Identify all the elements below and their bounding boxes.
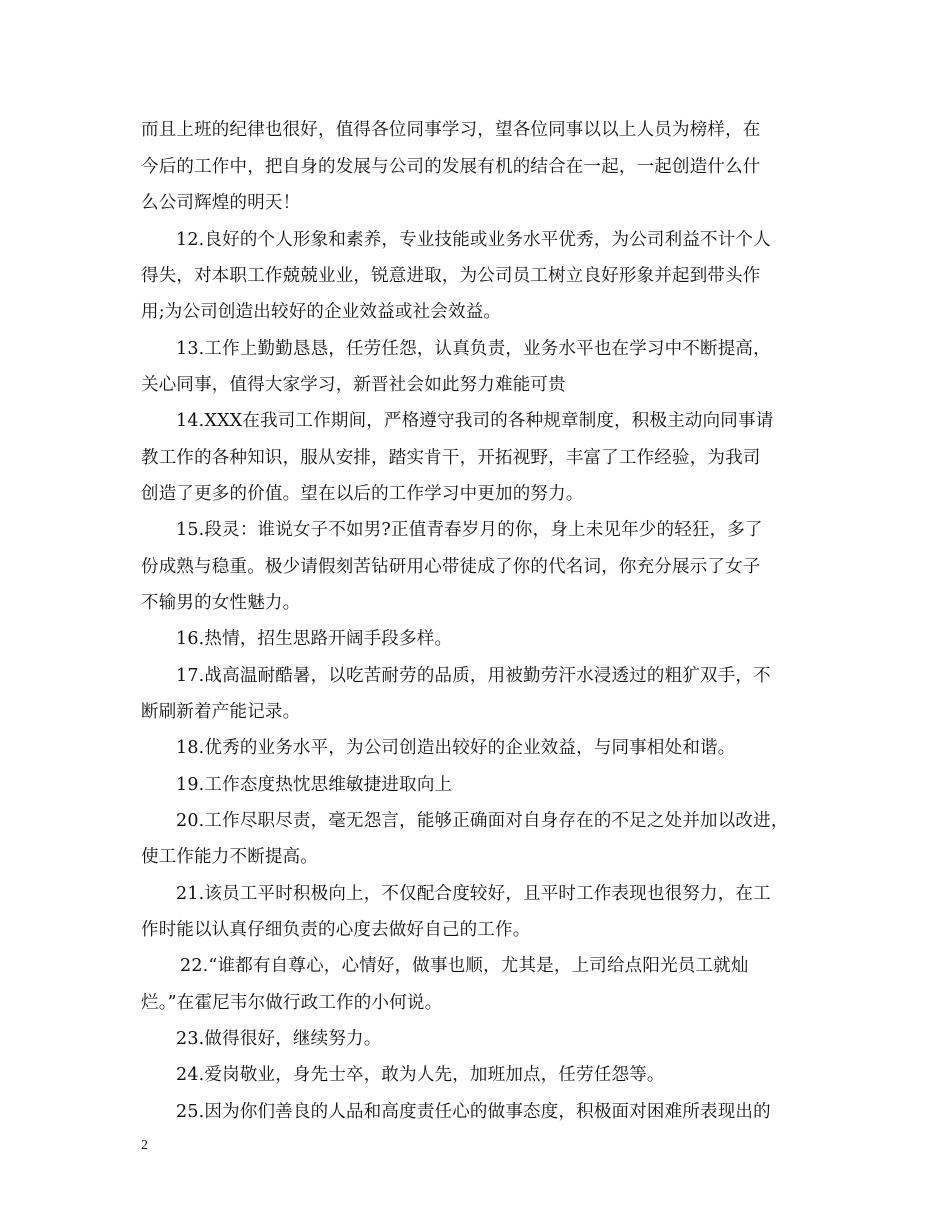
list-item-22: 22.“谁都有自尊心，心情好，做事也顺，尤其是，上司给点阳光员工就灿 <box>180 956 749 976</box>
list-item-18: 18.优秀的业务水平，为公司创造出较好的企业效益，与同事相处和谐。 <box>176 738 736 758</box>
list-item-20: 20.工作尽职尽责，毫无怨言，能够正确面对自身存在的不足之处并加以改进， <box>176 811 789 831</box>
text-line: 作时能以认真仔细负责的心度去做好自己的工作。 <box>141 920 531 940</box>
text-line: 创造了更多的价值。望在以后的工作学习中更加的努力。 <box>141 484 584 504</box>
list-item-17: 17.战高温耐酷暑，以吃苦耐劳的品质，用被勤劳汗水浸透过的粗犷双手，不 <box>176 666 771 686</box>
text-line: 使工作能力不断提高。 <box>141 847 318 867</box>
text-line: 么公司辉煌的明天！ <box>141 193 301 213</box>
page-number: 2 <box>141 1138 148 1153</box>
list-item-23: 23.做得很好，继续努力。 <box>176 1029 382 1049</box>
list-item-16: 16.热情，招生思路开阔手段多样。 <box>176 629 453 649</box>
list-item-12: 12.良好的个人形象和素养，专业技能或业务水平优秀，为公司利益不计个人 <box>176 230 771 250</box>
text-line: 不输男的女性魅力。 <box>141 593 301 613</box>
list-item-19: 19.工作态度热忱思维敏捷进取向上 <box>176 775 453 795</box>
list-item-21: 21.该员工平时积极向上，不仅配合度较好，且平时工作表现也很努力，在工 <box>176 884 771 904</box>
text-line: 断刷新着产能记录。 <box>141 702 301 722</box>
text-line: 烂。”在霍尼韦尔做行政工作的小何说。 <box>141 993 443 1013</box>
list-item-25: 25.因为你们善良的人品和高度责任心的做事态度，积极面对困难所表现出的 <box>176 1102 771 1122</box>
list-item-24: 24.爱岗敬业，身先士卒，敢为人先，加班加点，任劳任怨等。 <box>176 1065 665 1085</box>
list-item-15: 15.段灵：谁说女子不如男?正值青春岁月的你，身上未见年少的轻狂，多了 <box>176 520 763 540</box>
text-line: 用;为公司创造出较好的企业效益或社会效益。 <box>141 302 502 322</box>
list-item-14: 14.XXX在我司工作期间，严格遵守我司的各种规章制度，积极主动向同事请 <box>176 411 774 431</box>
text-line: 份成熟与稳重。极少请假刻苦钻研用心带徒成了你的代名词，你充分展示了女子 <box>141 557 761 577</box>
text-line: 关心同事，值得大家学习，新晋社会如此努力难能可贵 <box>141 375 566 395</box>
text-line: 今后的工作中，把自身的发展与公司的发展有机的结合在一起，一起创造什么什 <box>141 157 761 177</box>
text-line: 得失，对本职工作兢兢业业，锐意进取，为公司员工树立良好形象并起到带头作 <box>141 266 761 286</box>
list-item-13: 13.工作上勤勤恳恳，任劳任怨，认真负责，业务水平也在学习中不断提高， <box>176 339 771 359</box>
text-line: 教工作的各种知识，服从安排，踏实肯干，开拓视野，丰富了工作经验，为我司 <box>141 448 761 468</box>
text-line: 而且上班的纪律也很好，值得各位同事学习，望各位同事以以上人员为榜样，在 <box>141 120 761 140</box>
